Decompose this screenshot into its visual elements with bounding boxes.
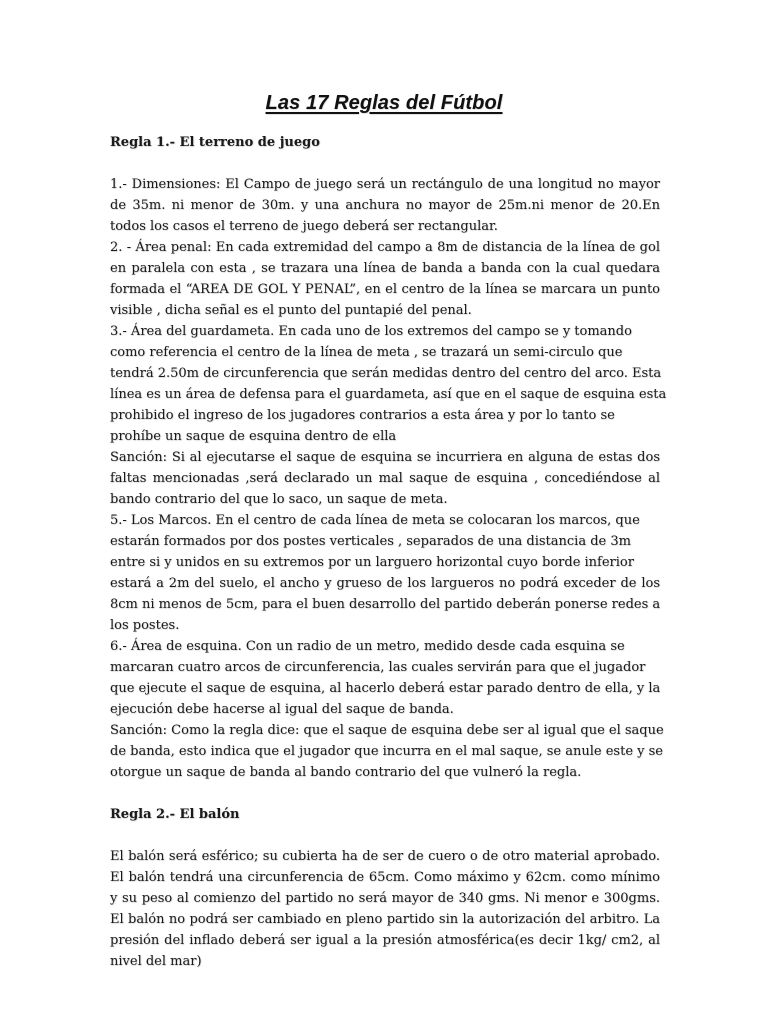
text-line: y su peso al comienzo del partido no será mayor de 340 gms. Ni menor e 300gms. bbox=[110, 891, 660, 906]
text-line: marcaran cuatro arcos de circunferencia, las cuales servirán para que el jugador bbox=[110, 660, 646, 675]
text-line: prohibido el ingreso de los jugadores contrarios a esta área y por lo tanto se bbox=[110, 408, 615, 423]
text-line: 8cm ni menos de 5cm, para el buen desarrollo del partido deberán ponerse redes a bbox=[110, 597, 661, 612]
text-line: nivel del mar) bbox=[110, 954, 202, 969]
text-line: entre si y unidos en su extremos por un larguero horizontal cuyo borde inferior bbox=[110, 555, 634, 570]
text-line: faltas mencionadas ,será declarado un mal saque de esquina , concediéndose al bbox=[110, 471, 660, 486]
text-line: línea es un área de defensa para el guardameta, así que en el saque de esquina esta bbox=[110, 387, 667, 402]
text-line: El balón no podrá ser cambiado en pleno partido sin la autorización del arbitro. La bbox=[110, 912, 660, 927]
text-line: 5.- Los Marcos. En el centro de cada línea de meta se colocaran los marcos, que bbox=[110, 513, 640, 528]
text-line: 2. - Área penal: En cada extremidad del campo a 8m de distancia de la línea de gol bbox=[110, 240, 660, 255]
section-body-regla-2 bbox=[110, 846, 660, 972]
text-line: estará a 2m del suelo, el ancho y grueso de los largueros no podrá exceder de los bbox=[110, 576, 660, 591]
section-body-regla-1 bbox=[110, 174, 667, 783]
text-line: en paralela con esta , se trazara una línea de banda a banda con la cual quedara bbox=[110, 261, 660, 276]
spacer bbox=[110, 825, 660, 846]
text-line: Sanción: Como la regla dice: que el saque de esquina debe ser al igual que el saque bbox=[110, 723, 664, 738]
section-heading-regla-1: Regla 1.- El terreno de juego bbox=[110, 135, 320, 150]
text-line: El balón tendrá una circunferencia de 65cm. Como máximo y 62cm. como mínimo bbox=[110, 870, 660, 885]
text-line: que ejecute el saque de esquina, al hacerlo deberá estar parado dentro de ella, y la bbox=[110, 681, 661, 696]
text-line: prohíbe un saque de esquina dentro de ella bbox=[110, 429, 397, 444]
text-line: los postes. bbox=[110, 618, 180, 633]
text-line: todos los casos el terreno de juego deberá ser rectangular. bbox=[110, 219, 498, 234]
text-line: tendrá 2.50m de circunferencia que serán medidas dentro del centro del arco. Esta bbox=[110, 366, 662, 381]
text-line: bando contrario del que lo saco, un saque de meta. bbox=[110, 492, 448, 507]
text-line: ejecución debe hacerse al igual del saque de banda. bbox=[110, 702, 454, 717]
text-line: como referencia el centro de la línea de meta , se trazará un semi-circulo que bbox=[110, 345, 623, 360]
text-line: 1.- Dimensiones: El Campo de juego será un rectángulo de una longitud no mayor bbox=[110, 177, 660, 192]
text-line: 6.- Área de esquina. Con un radio de un metro, medido desde cada esquina se bbox=[110, 639, 625, 654]
text-line: Sanción: Si al ejecutarse el saque de esquina se incurriera en alguna de estas dos bbox=[110, 450, 660, 465]
text-line: presión del inflado deberá ser igual a la presión atmosférica(es decir 1kg/ cm2, al bbox=[110, 933, 660, 948]
text-line: de banda, esto indica que el jugador que incurra en el mal saque, se anule este y se bbox=[110, 744, 663, 759]
document-title: Las 17 Reglas del Fútbol bbox=[265, 92, 503, 114]
text-line: visible , dicha señal es el punto del puntapié del penal. bbox=[110, 303, 472, 318]
text-line: de 35m. ni menor de 30m. y una anchura no mayor de 25m.ni menor de 20.En bbox=[110, 198, 660, 213]
section-heading-regla-2: Regla 2.- El balón bbox=[110, 807, 240, 822]
spacer bbox=[110, 783, 660, 804]
text-line: El balón será esférico; su cubierta ha de ser de cuero o de otro material aprobado. bbox=[110, 849, 660, 864]
spacer bbox=[110, 153, 660, 174]
text-line: formada el “AREA DE GOL Y PENAL”, en el centro de la línea se marcara un punto bbox=[110, 282, 660, 297]
text-line: 3.- Área del guardameta. En cada uno de los extremos del campo se y tomando bbox=[110, 324, 632, 339]
document-body bbox=[110, 132, 667, 972]
text-line: estarán formados por dos postes verticales , separados de una distancia de 3m bbox=[110, 534, 631, 549]
text-line: otorgue un saque de banda al bando contrario del que vulneró la regla. bbox=[110, 765, 582, 780]
